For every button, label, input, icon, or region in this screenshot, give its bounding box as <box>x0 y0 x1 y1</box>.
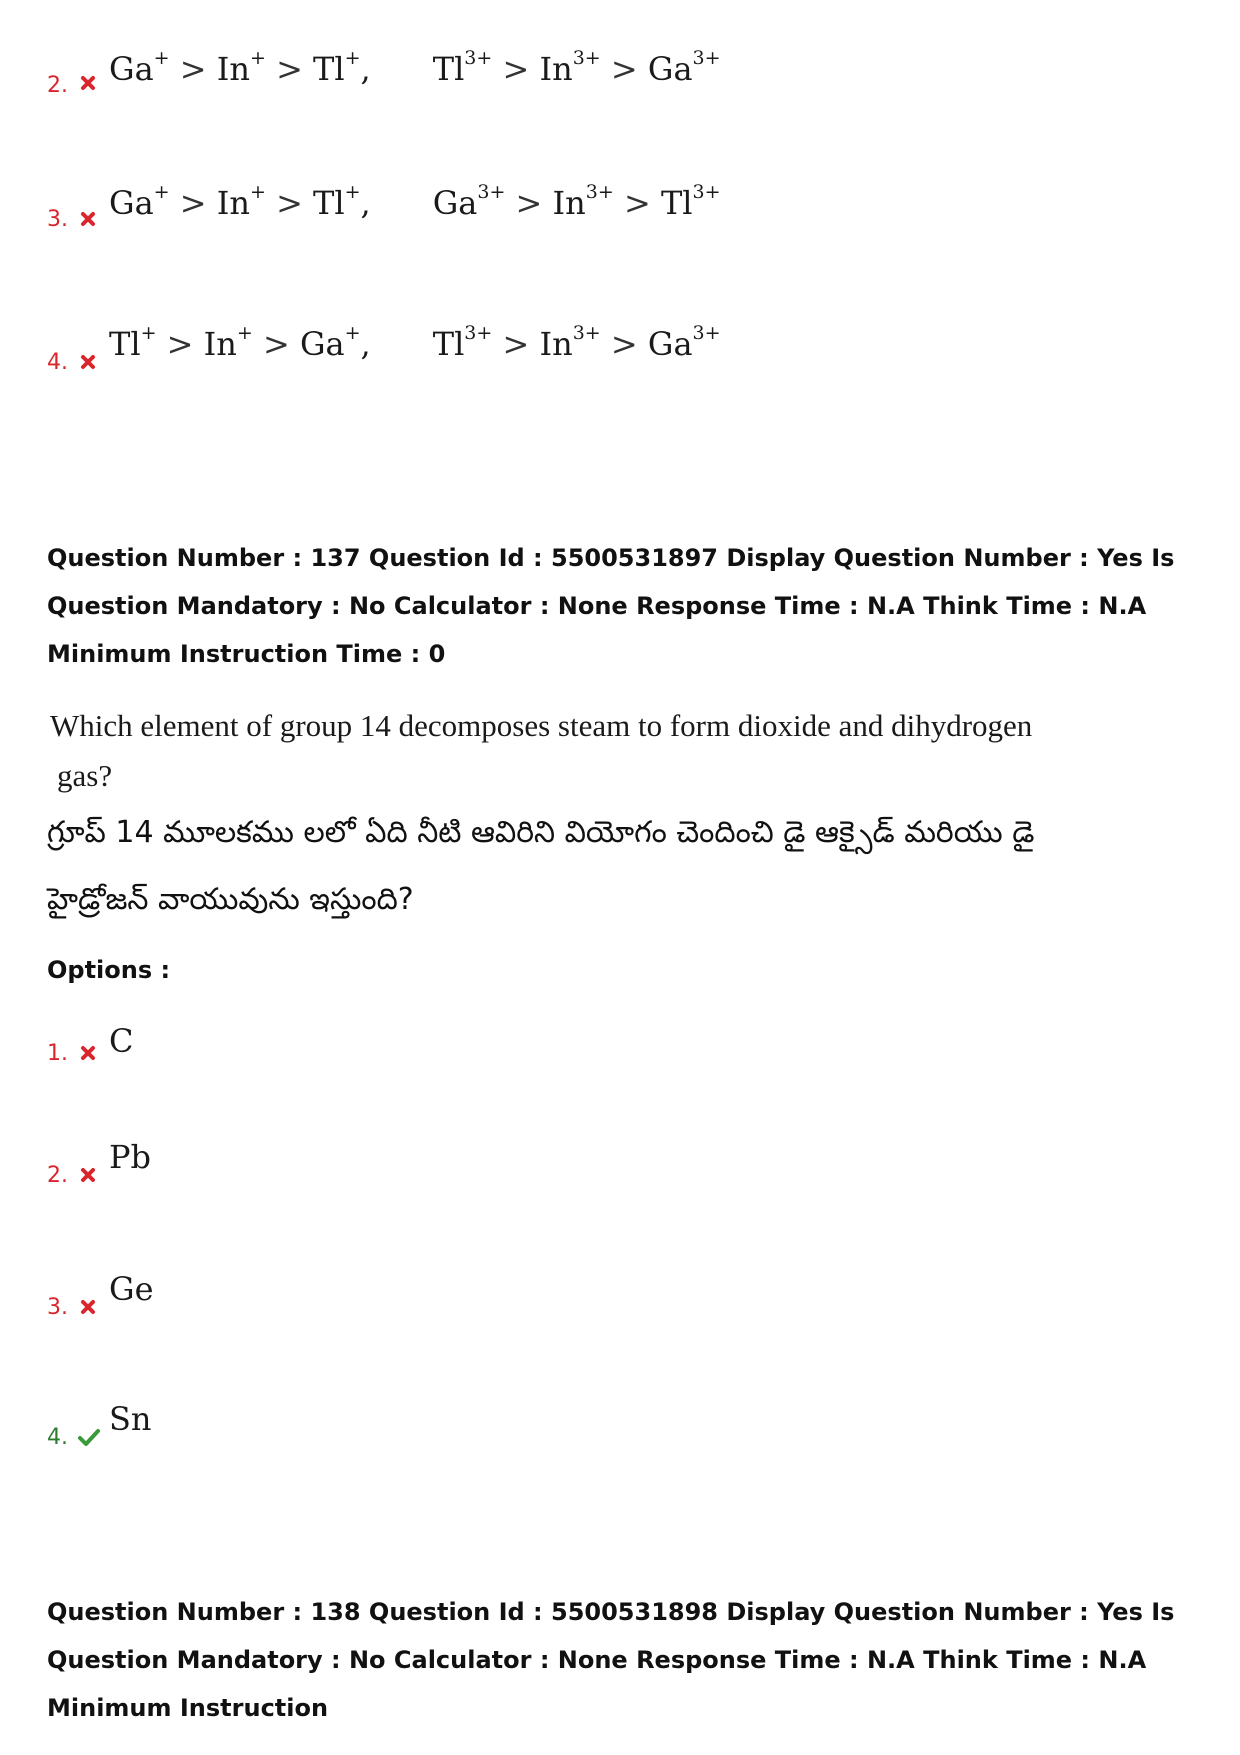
ion-order-expression <box>109 181 721 222</box>
ion: Ga+ <box>109 181 170 222</box>
option-4 <box>47 1400 152 1450</box>
greater-than-sign: > <box>613 184 661 222</box>
option-3 <box>47 1270 154 1320</box>
question-text-telugu-line1: గ్రూప్ 14 మూలకము లలో ఏది నీటి ఆవిరిని వియోగం చెందించి డై ఆక్సైడ్ మరియు డై <box>47 815 1035 850</box>
ion: $Ga^{3+}$ <box>432 181 506 222</box>
ion: Tl+ <box>313 181 361 222</box>
greater-than-sign: > <box>492 325 540 363</box>
ion-sequence <box>109 181 361 222</box>
option-number: 4. <box>47 350 68 375</box>
option-number: 3. <box>47 1295 68 1320</box>
ion-sequence <box>432 47 721 88</box>
greater-than-sign: > <box>505 184 553 222</box>
ion: $Tl^{3+}$ <box>432 47 493 88</box>
cross-icon <box>77 1164 99 1186</box>
ion: $Ga^{3+}$ <box>647 47 721 88</box>
prev-option-4 <box>47 322 721 375</box>
option-number: 1. <box>47 1041 68 1066</box>
ion: Ga+ <box>299 322 361 363</box>
greater-than-sign: > <box>169 184 217 222</box>
question-text-telugu-line2: హైడ్రోజన్ వాయువును ఇస్తుంది? <box>47 882 414 917</box>
option-text: C <box>109 1022 134 1060</box>
option-text: Pb <box>109 1138 152 1176</box>
question-meta-138: Question Number : 138 Question Id : 5500531898 Display Question Number : Yes Is Question Mandatory : No Calculator : None Response Time : N.A Think Time : N.A Minimum Instruction <box>47 1598 1175 1722</box>
ion: In+ <box>203 322 253 363</box>
question-text-english-line2: gas? <box>57 758 113 793</box>
ion: $In^{3+}$ <box>539 322 601 363</box>
question-text-english-line1: Which element of group 14 decomposes steam to form dioxide and dihydrogen <box>50 708 1033 743</box>
ion: In+ <box>216 181 266 222</box>
ion: $In^{3+}$ <box>552 181 614 222</box>
cross-icon <box>77 208 99 230</box>
option-2 <box>47 1138 152 1188</box>
comma: , <box>360 184 371 222</box>
greater-than-sign: > <box>600 325 648 363</box>
ion-sequence <box>109 322 361 363</box>
option-number: 3. <box>47 207 68 232</box>
ion: In+ <box>216 47 266 88</box>
ion-sequence <box>432 322 721 363</box>
greater-than-sign: > <box>169 50 217 88</box>
comma: , <box>360 325 371 363</box>
greater-than-sign: > <box>156 325 204 363</box>
ion-sequence <box>109 47 361 88</box>
ion-sequence <box>432 181 721 222</box>
option-number: 4. <box>47 1425 68 1450</box>
greater-than-sign: > <box>265 184 314 222</box>
ion-order-expression <box>109 47 721 88</box>
options-label: Options : <box>47 956 171 984</box>
greater-than-sign: > <box>600 50 648 88</box>
greater-than-sign: > <box>265 50 314 88</box>
option-text: Ge <box>109 1270 154 1308</box>
ion: Ga+ <box>109 47 170 88</box>
prev-option-3 <box>47 181 721 232</box>
greater-than-sign: > <box>252 325 300 363</box>
question-meta-137: Question Number : 137 Question Id : 5500531897 Display Question Number : Yes Is Question Mandatory : No Calculator : None Response Time : N.A Think Time : N.A Minimum Instruction Time : 0 <box>47 544 1175 668</box>
option-1 <box>47 1022 134 1066</box>
greater-than-sign: > <box>492 50 540 88</box>
comma: , <box>360 50 371 88</box>
ion-order-expression <box>109 322 721 363</box>
cross-icon <box>77 72 99 94</box>
ion: $Tl^{3+}$ <box>432 322 493 363</box>
ion: Tl+ <box>109 322 157 363</box>
cross-icon <box>77 351 99 373</box>
option-number: 2. <box>47 1163 68 1188</box>
option-number: 2. <box>47 73 68 98</box>
ion: Tl+ <box>313 47 361 88</box>
ion: $Ga^{3+}$ <box>647 322 721 363</box>
ion: $In^{3+}$ <box>539 47 601 88</box>
prev-option-2 <box>47 47 721 98</box>
cross-icon <box>77 1296 99 1318</box>
ion: $Tl^{3+}$ <box>660 181 721 222</box>
option-text: Sn <box>109 1400 152 1438</box>
checkmark-icon <box>77 1426 99 1448</box>
cross-icon <box>77 1042 99 1064</box>
